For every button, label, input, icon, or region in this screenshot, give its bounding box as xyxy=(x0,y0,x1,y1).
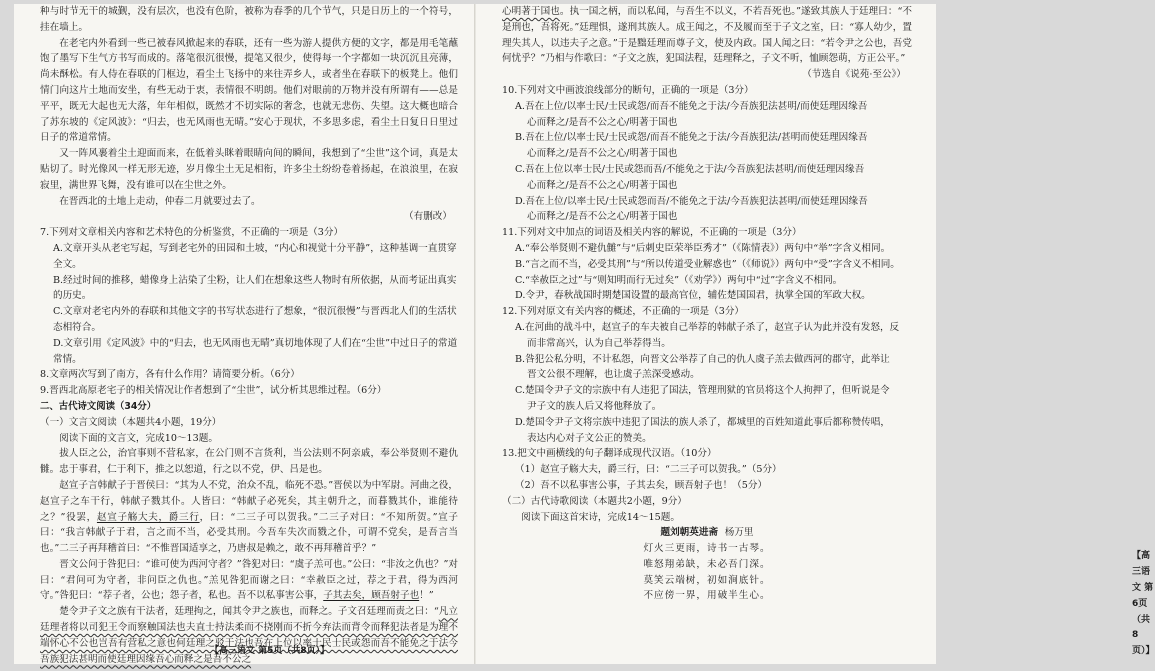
option-7b: B.经过时间的推移，蜡像身上沾染了尘粉，让人们在想象这些人物时有所依据，从而考证出真实的历史。 xyxy=(53,274,457,302)
page-footer: 【高三语文 第6页（共8页）】 xyxy=(1132,551,1155,657)
question-7: 7.下列对文章相关内容和艺术特色的分析鉴赏，不正确的一项是（3分） xyxy=(40,227,344,239)
prose-paragraph: 种与时节无干的城觐，没有层次，也没有色阶，被称为春季的几个节气，只是日历上的一个符号，挂在墙上。 xyxy=(40,6,458,33)
poem-author: 杨万里 xyxy=(724,527,754,539)
option-7c: C.文章对老宅内外的春联和其他文字的书写状态进行了想象，“很沉很慢”与晋西北人们的生活状态相符合。 xyxy=(53,306,457,333)
classical-paragraph: 晋文公问于咎犯曰：“谁可使为西河守者？”咎犯对曰：“虞子羔可也。”公曰：“非汝之仇也？”对曰：“君问可为守者，非问臣之仇也。”羔见咎犯而谢之曰：“幸赦臣之过，荐之于君，得为西河守。”咎犯曰：“荐子者，公也；怨子者，私也。吾不以私事害公事，子其去矣，顾吾射子也！” xyxy=(40,558,458,602)
classical-paragraph: 楚令尹子文之族有干法者，廷理拘之，闻其令尹之族也，而释之。子文召廷理而责之曰：“凡立廷理者将以司犯王令而察触国法也夫直士持法柔而不挠刚而不折今弃法而背令而释犯法者是为理不端怀心不公也岂吾有营私之意也何廷理之驳于法也吾在上位以率士民士民或怨而吾不能免之于法今吾族犯法甚明而使廷理因缘吾心而释之是吾不公之 xyxy=(40,606,459,665)
option-7a: A.文章开头从老宅写起，写到老宅外的田园和土坡，“内心和视觉十分平静”，这种基调一直贯穿全文。 xyxy=(53,242,457,270)
classical-paragraph: 赵宣子言韩献子于晋侯曰：“其为人不党，治众不乱，临死不恐。”晋侯以为中军尉。河曲之役，赵宣子之车干行，韩献子戮其仆。人皆曰：“韩献子必死矣，其主朝升之，而暮戮其仆，谁能待之？”役罢，赵宣子觞大夫，爵三行，曰：“二三子可以贺我。”二三子对曰：“不知所贺。”宣子曰：“我言韩献子于君，言之而不当，必受其刑。今吾车失次而戮之仆，可谓不党矣，是吾言当也。”二三子再拜稽首曰：“不惟晋国适享之，乃唐叔是赖之，敢不再拜稽首乎？” xyxy=(40,479,459,555)
page-5 xyxy=(40,4,458,664)
page-fold xyxy=(474,4,476,664)
poem-line: 不应傍一界，用破半生心。 xyxy=(643,590,771,602)
exam-sheet xyxy=(14,4,1155,665)
question-9: 9.晋西北高原老宅子的相关情况让作者想到了“尘世”，试分析其思维过程。（6分） xyxy=(40,385,387,397)
question-8: 8.文章两次写到了南方，各有什么作用？请简要分析。（6分） xyxy=(40,369,300,381)
option-12d: D.楚国令尹子文将宗族中违犯了国法的族人杀了，都城里的百姓知道此事后都称赞传唱， 表达内心对子文公正的赞美。 xyxy=(515,416,890,444)
option-12c: C.楚国令尹子文的宗族中有人违犯了国法，管理刑狱的官员将这个人拘押了，但听说是令 尹子文的族人后又将他释放了。 xyxy=(515,385,890,412)
instruction: 阅读下面这首宋诗，完成14～15题。 xyxy=(521,511,680,523)
question-10: 10.下列对文中画波浪线部分的断句，正确的一项是（3分） xyxy=(502,84,754,96)
option-10a: A.吾在上位/以率士民/士民或怨/而吾不能免之于法/今吾族犯法甚明/而使廷理因缘吾 心而释之/是吾不公之心/明著于国也 xyxy=(515,100,868,128)
option-10c: C.吾在上位以率士民/士民或怨而吾/不能免之于法/今吾族犯法甚明/而使廷理因缘吾 心而释之/是吾不公之心/明著于国也 xyxy=(515,163,865,191)
option-7d: D.文章引用《定风波》中的“归去，也无风雨也无晴”真切地体现了人们在“尘世”中过日子的常道常情。 xyxy=(53,337,458,365)
page-6 xyxy=(502,4,1155,664)
option-11b: B.“言之而不当，必受其刑”与“所以传道受业解惑也”（《师说》）两句中“受”字含义不相同。 xyxy=(515,258,900,270)
section-heading: 二、古代诗文阅读（34分） xyxy=(40,400,157,412)
subsection-heading: （一）文言文阅读（本题共4小题，19分） xyxy=(40,416,222,428)
page-footer: 【高三语文 第5页（共8页）】 xyxy=(210,646,330,657)
subsection-heading: （二）古代诗歌阅读（本题共2小题，9分） xyxy=(502,495,687,507)
question-13-part-2: （2）吾不以私事害公事，子其去矣，顾吾射子也！（5分） xyxy=(515,479,768,491)
poem-title: 题刘朝英进斋 杨万里 xyxy=(660,527,754,539)
option-10d: D.吾在上位/以率士民/士民或怨而吾/不能免之于法/今吾族犯法甚明/而使廷理因缘吾 心而释之/是吾不公之心/明著于国也 xyxy=(515,195,868,223)
wavy-underlined-passage: 心明著于国也 xyxy=(502,6,560,17)
prose-paragraph: 在老宅内外看到一些已被春风掀起来的春联，还有一些为游人提供方便的文字，都是用毛笔蘸饱了墨写下生气方书写而成的。落笔很沉很慢，提笔又很少，使得每一个字都如一块沉沉且亮薄，尚未酥松。有人侍在春联的门框边，看尘土飞扬中的来往弄乡人，或者坐在春联下的板凳上。他们情门向这片土地而安坐，有些无动于衷，表情很不明朗。他们对眼前的万物并没有所谓有——总是平平，既无大起也无大落，年年相似，既然才不切实际的奢念，也就无悲伤、失望。这大概也暗合了苏东坡的《定风波》：“归去，也无风雨也无晴。”安心于现状，不多思多虑，看尘土日复日日里过日子的常道常情。 xyxy=(40,37,458,144)
classical-paragraph: 拔人臣之公，治官事则不营私家，在公门则不言货利，当公法则不阿亲戚，奉公举贤则不避仇雠。忠于事君，仁于利下，推之以恕道，行之以不党，伊、吕是也。 xyxy=(40,448,458,476)
poem-line: 唯怒翔弟缺，未必吾门深。 xyxy=(643,558,771,570)
classical-paragraph: 心明著于国也。执一国之柄，而以私闻，与吾生不以义，不若吾死也。”遂致其族人于廷理曰：“不是刑也，吾将死。”廷理惧，遂刑其族人。成王闻之，不及履而至于子文之室，曰：“寡人幼少，置理失其人，以违夫子之意。”于是黜廷理而尊子文，使及内政。国人闻之曰：“若令尹之公也，吾党何忧乎？”乃相与作歌曰：“子文之族，犯国法程，廷理释之，子文不听，恤顾怨萌，方正公平。” xyxy=(502,6,913,65)
poem-line: 莫笑云端树，初如涧底针。 xyxy=(643,574,771,586)
option-10b: B.吾在上位/以率士民/士民或怨/而吾不能免之于法/今吾族犯法/甚明而使廷理因缘吾 心而释之/是吾不公之心/明著于国也 xyxy=(515,132,868,160)
underlined-sentence-1: 赵宣子觞大夫，爵三行 xyxy=(96,511,200,523)
question-11: 11.下列对文中加点的词语及相关内容的解说，不正确的一项是（3分） xyxy=(502,227,802,239)
question-12: 12.下列对原文有关内容的概述，不正确的一项是（3分） xyxy=(502,306,745,318)
wavy-underlined-passage: 凡立廷理者将以司犯王令而察触国法也夫直士持法柔而不挠刚而不折今弃法而背令而释犯法者是为理不端怀心不公也岂吾有营私之意也何廷理之驳于法也吾在上位以率士民士民或怨而吾不能免之于法今吾族犯法甚明而使廷理因缘吾心而释之是吾不公之 xyxy=(40,606,459,665)
option-12b: B.咎犯公私分明，不计私怨，向晋文公举荐了自己的仇人虞子羔去做西河的郡守，此举让 晋文公很不理解，也让虞子羔深受感动。 xyxy=(515,353,890,381)
underlined-sentence-2: 子其去矣，顾吾射子也 xyxy=(323,590,420,602)
option-11a: A.“奉公举贤则不避仇雠”与“后刺史臣荣举臣秀才”（《陈情表》）两句中“举”字含义相同。 xyxy=(515,242,891,254)
poem-line: 灯火三更雨，诗书一古琴。 xyxy=(643,543,771,555)
option-11c: C.“幸赦臣之过”与“则知明而行无过矣”（《劝学》）两句中“过”字含义不相同。 xyxy=(515,274,843,286)
question-13: 13.把文中画横线的句子翻译成现代汉语。（10分） xyxy=(502,448,717,460)
prose-paragraph: 在晋西北的土地上走动，仲春二月就要过去了。 xyxy=(59,195,261,207)
instruction: 阅读下面的文言文，完成10～13题。 xyxy=(59,432,218,444)
prose-paragraph: 又一阵风裹着尘土迎面而来，在低着头眯着眼睛向间的瞬间，我想到了“尘世”这个词，真是太贴切了。时光像风一样无形无迹，岁月像尘土无足相衔，许多尘土纷纷卷着扬起，在浪浪里，在寂寂里，满世界飞舞，没有谁可以在尘世之外。 xyxy=(40,148,458,191)
option-11d: D.令尹，春秋战国时期楚国设置的最高官位，辅佐楚国国君，执掌全国的军政大权。 xyxy=(515,290,871,302)
option-12a: A.在河曲的战斗中，赵宣子的车夫被自己举荐的韩献子杀了，赵宣子认为此并没有发怒，反 而非常高兴，认为自己举荐得当。 xyxy=(515,321,900,349)
question-13-part-1: （1）赵宣子觞大夫，爵三行，曰：“二三子可以贺我。”（5分） xyxy=(515,464,782,476)
source-note: （节选自《说苑·至公》） xyxy=(802,69,906,81)
source-note: （有删改） xyxy=(404,211,452,223)
